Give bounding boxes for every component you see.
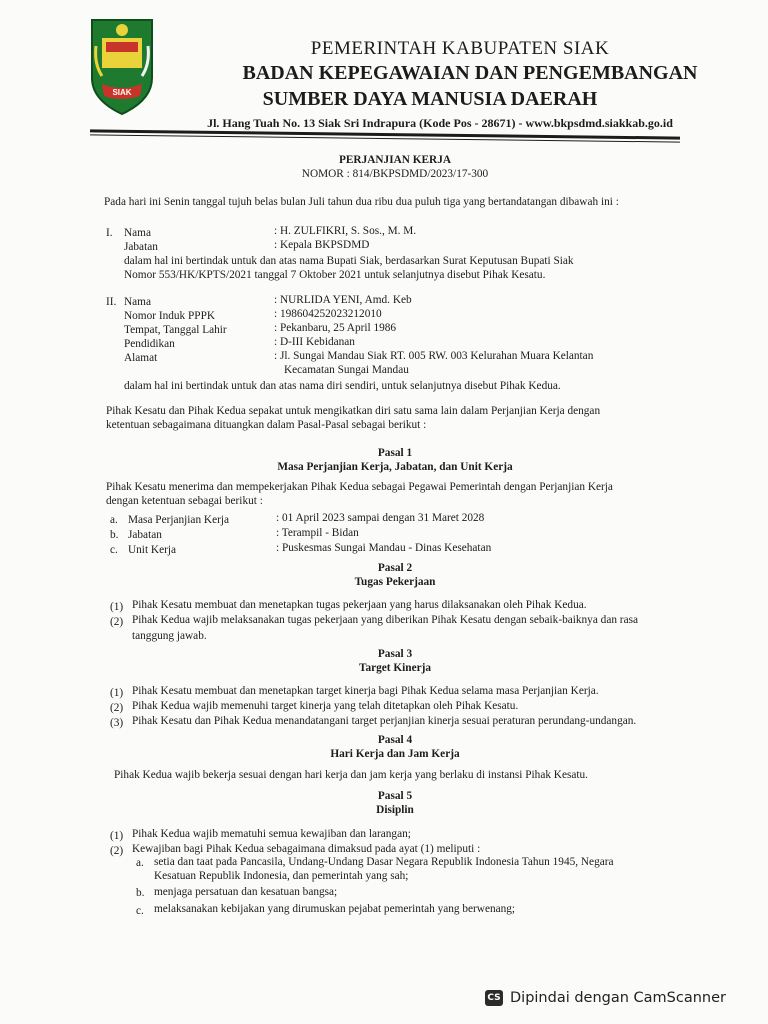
article5-item-text: Kewajiban bagi Pihak Kedua sebagaimana dimaksud pada ayat (1) meliputi : (132, 843, 481, 855)
article1-heading: Pasal 1 (377, 447, 413, 459)
article1-item-value: : Puskesmas Sungai Mandau - Dinas Kesehatan (276, 542, 492, 554)
opening-paragraph: Pada hari ini Senin tanggal tujuh belas bulan Juli tahun dua ribu dua puluh tiga yang bertandatangan dibawah ini : (104, 196, 619, 208)
article2-item-text: Pihak Kesatu membuat dan menetapkan tugas pekerjaan yang harus dilaksanakan oleh Pihak Kedua. (132, 599, 587, 611)
article5-item-text: Pihak Kedua wajib mematuhi semua kewajiban dan larangan; (132, 828, 411, 840)
party2-description: dalam hal ini bertindak untuk dan atas nama diri sendiri, untuk selanjutnya disebut Pihak Kedua. (124, 380, 561, 392)
article5-sub-mark: b. (136, 887, 145, 899)
party2-number: II. (106, 296, 117, 308)
party2-birth-value: : Pekanbaru, 25 April 1986 (274, 322, 397, 334)
camscanner-label: Dipindai dengan CamScanner (510, 990, 727, 1006)
party2-birth-label: Tempat, Tanggal Lahir (124, 324, 227, 336)
article3-item-mark: (2) (110, 702, 124, 714)
article1-item-value: : 01 April 2023 sampai dengan 31 Maret 2028 (276, 512, 485, 524)
article3-item-mark: (3) (110, 717, 124, 729)
letterhead-agency-line2: SUMBER DAYA MANUSIA DAERAH (262, 88, 598, 110)
party1-number: I. (106, 227, 113, 239)
party1-name-value: : H. ZULFIKRI, S. Sos., M. M. (274, 225, 417, 237)
letterhead-government: PEMERINTAH KABUPATEN SIAK (310, 38, 610, 59)
article5-sub-text: Kesatuan Republik Indonesia, dan pemerintah yang sah; (154, 870, 409, 882)
article4-heading: Pasal 4 (377, 734, 413, 746)
camscanner-icon: CS (485, 990, 503, 1006)
article2-item-mark: (1) (110, 601, 124, 613)
article5-sub-text: melaksanakan kebijakan yang dirumuskan pejabat pemerintah yang berwenang; (154, 903, 516, 915)
party2-nip-label: Nomor Induk PPPK (124, 310, 216, 322)
article1-item-mark: b. (110, 529, 119, 541)
article4-text: Pihak Kedua wajib bekerja sesuai dengan hari kerja dan jam kerja yang berlaku di instansi Pihak Kesatu. (114, 769, 589, 781)
article5-item-mark: (1) (110, 830, 124, 842)
article5-sub-text: menjaga persatuan dan kesatuan bangsa; (154, 886, 338, 898)
party1-position-label: Jabatan (124, 241, 158, 253)
article1-item-mark: c. (110, 544, 118, 556)
article1-item-label: Jabatan (128, 529, 162, 541)
article1-item-label: Unit Kerja (128, 544, 176, 556)
article2-title: Tugas Pekerjaan (354, 576, 436, 588)
article5-sub-mark: c. (136, 905, 144, 917)
logo-lettering: SIAK (112, 88, 132, 97)
article5-sub-text: setia dan taat pada Pancasila, Undang-Undang Dasar Negara Republik Indonesia Tahun 1945, Negara (154, 856, 614, 868)
article3-item-text: Pihak Kesatu dan Pihak Kedua menandatangani target perjanjian kinerja sesuai peraturan perundang-undangan. (132, 715, 637, 727)
article3-item-text: Pihak Kedua wajib memenuhi target kinerja yang telah ditetapkan oleh Pihak Kesatu. (132, 700, 519, 712)
party1-name-label: Nama (124, 227, 151, 239)
article3-item-mark: (1) (110, 687, 124, 699)
article1-title: Masa Perjanjian Kerja, Jabatan, dan Unit Kerja (277, 461, 513, 473)
article2-item-text: Pihak Kedua wajib melaksanakan tugas pekerjaan yang diberikan Pihak Kesatu dengan sebaik-baiknya dan rasa (132, 614, 638, 626)
siak-regency-logo (86, 16, 158, 116)
article3-heading: Pasal 3 (377, 648, 413, 660)
article5-item-mark: (2) (110, 845, 124, 857)
article5-sub-mark: a. (136, 857, 144, 869)
party2-address-label: Alamat (124, 352, 158, 364)
article2-item-continuation: tanggung jawab. (132, 630, 207, 642)
party1-description-line2: Nomor 553/HK/KPTS/2021 tanggal 7 Oktober 2021 untuk selanjutnya disebut Pihak Kesatu. (124, 269, 546, 281)
article1-intro-line1: Pihak Kesatu menerima dan mempekerjakan Pihak Kedua sebagai Pegawai Pemerintah dengan Perjanjian Kerja (106, 481, 613, 493)
letterhead-agency-line1: BADAN KEPEGAWAIAN DAN PENGEMBANGAN (242, 62, 698, 84)
article4-title: Hari Kerja dan Jam Kerja (330, 748, 460, 760)
article3-item-text: Pihak Kesatu membuat dan menetapkan target kinerja bagi Pihak Kedua selama masa Perjanjian Kerja. (132, 685, 599, 697)
party2-education-label: Pendidikan (124, 338, 175, 350)
agreement-line2: ketentuan sebagaimana dituangkan dalam Pasal-Pasal sebagai berikut : (106, 419, 427, 431)
article1-item-value: : Terampil - Bidan (276, 527, 359, 539)
article1-item-label: Masa Perjanjian Kerja (128, 514, 230, 526)
party2-nip-value: : 198604252023212010 (274, 308, 382, 320)
document-title: PERJANJIAN KERJA (338, 154, 452, 166)
party2-name-value: : NURLIDA YENI, Amd. Keb (274, 294, 412, 306)
article5-title: Disiplin (376, 804, 414, 816)
document-number: NOMOR : 814/BKPSDMD/2023/17-300 (301, 168, 489, 180)
article2-item-mark: (2) (110, 616, 124, 628)
party2-name-label: Nama (124, 296, 151, 308)
party1-position-value: : Kepala BKPSDMD (274, 239, 370, 251)
article1-intro-line2: dengan ketentuan sebagai berikut : (106, 495, 263, 507)
party2-education-value: : D-III Kebidanan (274, 336, 355, 348)
article1-item-mark: a. (110, 514, 118, 526)
letterhead-address: Jl. Hang Tuah No. 13 Siak Sri Indrapura (Kode Pos - 28671) - www.bkpsdmd.siakkab.go.id (207, 116, 673, 130)
article3-title: Target Kinerja (358, 662, 432, 674)
party2-address-value-line2: Kecamatan Sungai Mandau (284, 364, 409, 376)
camscanner-watermark (485, 988, 726, 1008)
agreement-line1: Pihak Kesatu dan Pihak Kedua sepakat untuk mengikatkan diri satu sama lain dalam Perjanjian Kerja dengan (106, 405, 601, 417)
party1-description-line1: dalam hal ini bertindak untuk dan atas nama Bupati Siak, berdasarkan Surat Keputusan Bupati Siak (124, 255, 574, 267)
party2-address-value-line1: : Jl. Sungai Mandau Siak RT. 005 RW. 003 Kelurahan Muara Kelantan (274, 350, 594, 362)
article2-heading: Pasal 2 (377, 562, 413, 574)
article5-heading: Pasal 5 (377, 790, 413, 802)
